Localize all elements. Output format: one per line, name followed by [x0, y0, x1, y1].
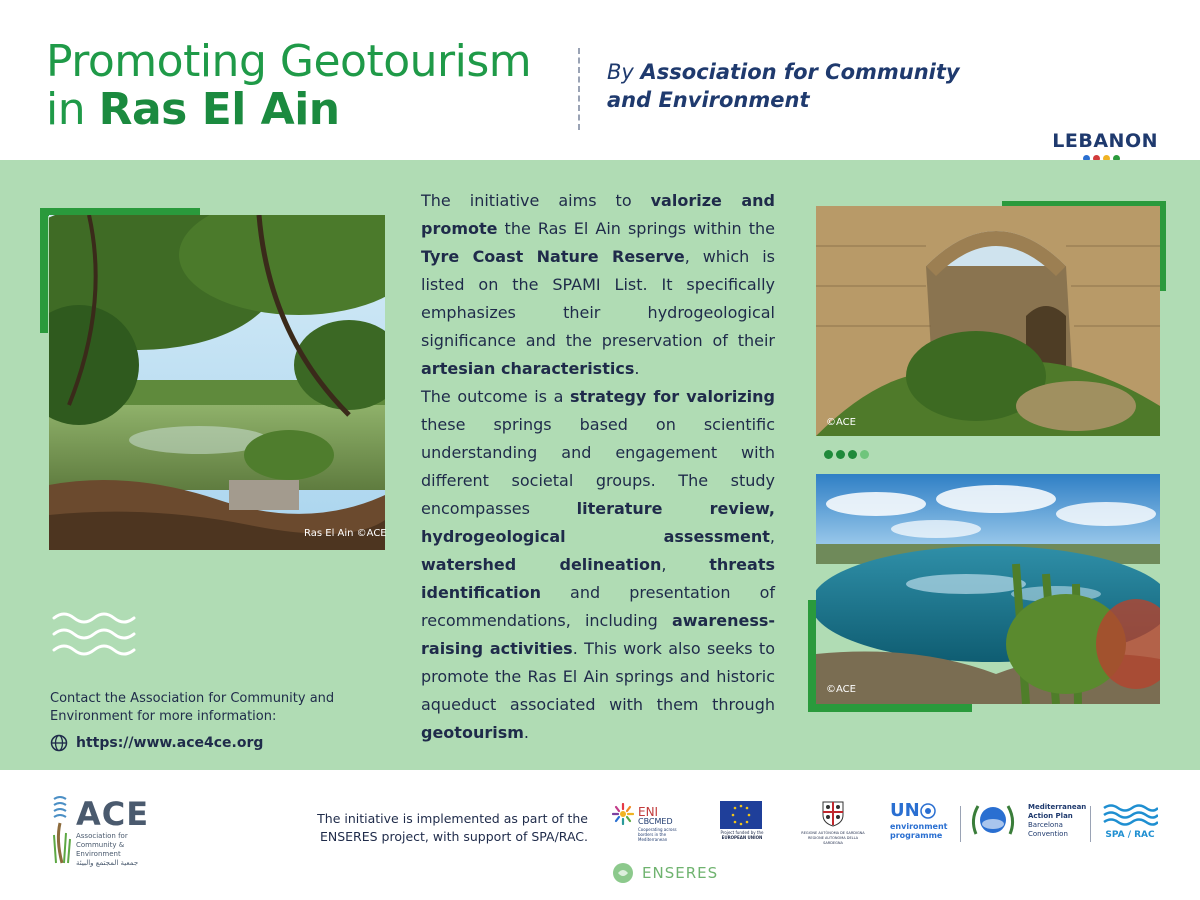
- description-paragraph-2: [421, 383, 775, 747]
- pager-dot: [848, 450, 857, 459]
- text-run: .: [634, 359, 640, 378]
- organization-credit: By Association for Community and Environment: [607, 60, 960, 112]
- pager-dot: [824, 450, 833, 459]
- spring-pond-photo: [49, 215, 385, 550]
- top-right-photo-caption: ©ACE: [826, 417, 856, 428]
- title-line-1: Promoting Geotourism: [46, 36, 532, 87]
- highlight-text: literature review, hydrogeological assessment: [421, 499, 775, 546]
- text-run: . This work also seeks to promote the Ras El Ain springs and historic aqueduct associated with them through: [421, 639, 775, 714]
- map-laurel-globe-icon: [968, 800, 1018, 840]
- highlight-text: geotourism: [421, 723, 524, 742]
- description-paragraph-1: [421, 187, 775, 383]
- text-run: the Ras El Ain springs within the: [497, 219, 775, 238]
- highlight-text: strategy for valorizing: [570, 387, 775, 406]
- map-barcelona-convention-logo: Mediterranean Action Plan Barcelona Convention: [968, 800, 1078, 844]
- bottom-right-photo-caption: ©ACE: [826, 684, 856, 695]
- partner-divider: [960, 806, 961, 842]
- title-line-2: in Ras El Ain: [46, 84, 340, 135]
- globe-icon: [50, 734, 68, 752]
- ace-logo-subtitle: Association for Community & Environment جمعية المجتمع والبيئة: [76, 832, 139, 867]
- eni-sunburst-icon: [612, 803, 634, 825]
- text-run: The initiative aims to: [421, 191, 651, 210]
- website-link[interactable]: https://www.ace4ce.org: [76, 735, 264, 751]
- enseres-logo: ENSERES: [612, 862, 718, 884]
- enseres-emblem-icon: [612, 862, 634, 884]
- highlight-text: threats identification: [421, 555, 775, 602]
- spa-rac-waves-icon: [1102, 802, 1158, 828]
- text-run: ,: [661, 555, 710, 574]
- aqueduct-photo: [816, 206, 1160, 436]
- waves-icon: [52, 610, 142, 660]
- highlight-text: Tyre Coast Nature Reserve: [421, 247, 685, 266]
- highlight-text: awareness-raising activities: [421, 611, 775, 658]
- text-run: , which is listed on the SPAMI List. It specifically emphasizes their hydrogeological significance and the preservation of their: [421, 247, 775, 350]
- implementation-note: The initiative is implemented as part of the ENSERES project, with support of SPA/RAC.: [317, 811, 588, 844]
- left-photo-caption: Ras El Ain ©ACE: [304, 528, 387, 539]
- photo-pager-dots: [824, 450, 869, 459]
- highlight-text: watershed delineation: [421, 555, 662, 574]
- un-environment-logo: UN environment programme: [890, 800, 948, 840]
- text-run: The outcome is a: [421, 387, 570, 406]
- website-link-row[interactable]: [50, 734, 263, 752]
- pager-dot: [836, 450, 845, 459]
- text-run: ,: [769, 527, 775, 546]
- sardinia-region-logo: REGIONE AUTÒNOMA DE SARDIGNA REGIONE AUTONOMA DELLA SARDEGNA: [798, 801, 868, 845]
- text-run: .: [523, 723, 529, 742]
- header-divider: [578, 48, 580, 130]
- spa-rac-logo: SPA / RAC: [1102, 802, 1158, 844]
- pager-dot: [860, 450, 869, 459]
- ace-logo-text: ACE: [76, 795, 150, 833]
- page-title: [46, 38, 531, 134]
- title-highlight: Ras El Ain: [98, 84, 340, 135]
- partner-divider-2: [1090, 806, 1091, 842]
- un-emblem-icon: [920, 803, 936, 819]
- eu-flag-icon: [720, 801, 762, 829]
- contact-text: Contact the Association for Community and Environment for more information:: [50, 691, 335, 724]
- eu-logo: Project funded by the EUROPEAN UNION: [720, 801, 764, 845]
- sardinia-crest-icon: [822, 801, 844, 827]
- text-run: and presentation of recommendations, including: [421, 583, 775, 630]
- spring-lake-photo: [816, 474, 1160, 704]
- ace-logo-icon: [50, 795, 74, 865]
- text-run: these springs based on scientific understanding and engagement with different societal groups. The study encompasses: [421, 415, 775, 518]
- country-label: LEBANON: [1052, 130, 1158, 152]
- highlight-text: artesian characteristics: [421, 359, 635, 378]
- description-text: [421, 187, 775, 747]
- highlight-text: valorize and promote: [421, 191, 776, 238]
